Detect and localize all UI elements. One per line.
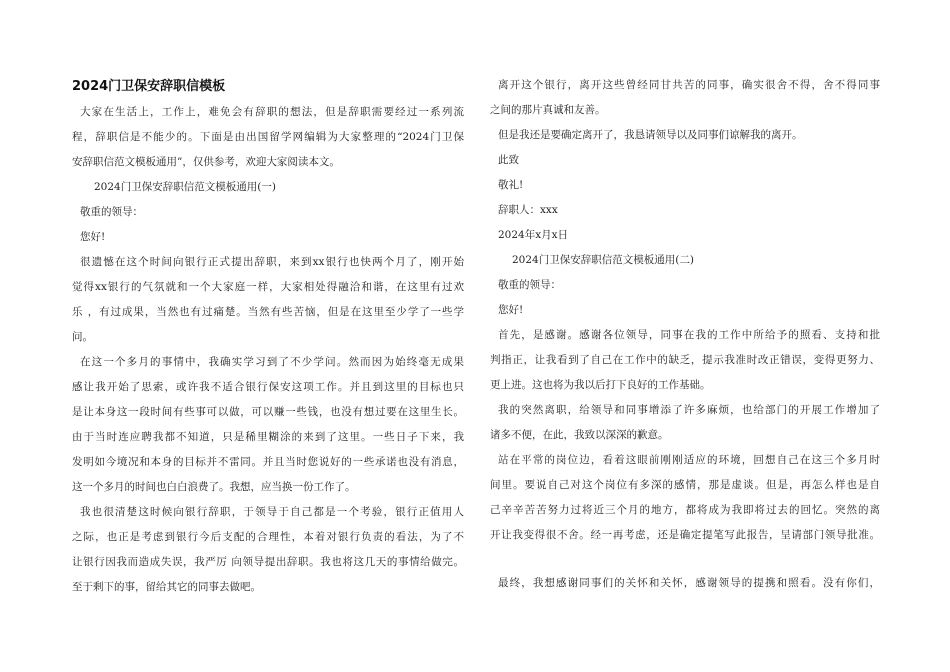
text-line: 觉得xx银行的气氛就和一个大家庭一样，大家相处得融洽和谐，在这里有过欢 [72, 281, 464, 293]
text-line: 敬礼! [498, 179, 524, 191]
text-line: 大家在生活上，工作上，难免会有辞职的想法，但是辞职需要经过一系列流 [80, 106, 464, 118]
text-line: 最终，我想感谢同事们的关怀和关怀，感谢领导的提携和照看。没有你们， [498, 577, 880, 589]
document-title: 2024门卫保安辞职信模板 [72, 79, 226, 94]
text-line: 这一个多月的时间也白白浪费了。我想，应当换一份工作了。 [72, 481, 356, 493]
text-line: 问。 [72, 331, 93, 343]
text-line: 判指正，让我看到了自己在工作中的缺乏，提示我准时改正错误，变得更努力、 [490, 354, 880, 366]
text-line: 诸多不便，在此，我致以深深的歉意。 [490, 429, 669, 441]
text-line: 更上进。这也将为我以后打下良好的工作基础。 [490, 379, 711, 391]
text-line: 敬重的领导： [80, 206, 143, 218]
text-line: 站在平常的岗位边，看着这眼前刚刚适应的环境，回想自己在这三个多月时 [498, 454, 880, 466]
text-line: 2024门卫保安辞职信范文模板通用(一) [94, 181, 276, 193]
text-line: 己辛辛苦苦努力过将近三个月的地方，都将成为我即将过去的回忆。突然的离 [490, 504, 880, 516]
text-line: 安辞职信范文模板通用”，仅供参考，欢迎大家阅读本文。 [72, 156, 340, 168]
text-line: 之际，也正是考虑到银行今后支配的合理性，本着对银行负责的看法，为了不 [72, 531, 464, 543]
text-line: 2024门卫保安辞职信范文模板通用(二) [512, 254, 694, 266]
text-line: 2024年x月x日 [498, 229, 569, 241]
text-line: 之间的那片真诚和友善。 [490, 104, 606, 116]
text-line: 开让我变得很不舍。经一再考虑，还是确定提笔写此报告，呈请部门领导批准。 [490, 529, 880, 541]
text-line: 程，辞职信是不能少的。下面是由出国留学网编辑为大家整理的“2024门卫保 [72, 131, 464, 143]
text-line: 间里。要说自己对这个岗位有多深的感情，那是虚谈。但是，再怎么样也是自 [490, 479, 880, 491]
text-line: 您好! [80, 231, 106, 243]
text-line: 感让我开始了思索，或许我不适合银行保安这项工作。并且到这里的目标也只 [72, 381, 464, 393]
text-line: 离开这个银行，离开这些曾经同甘共苦的同事，确实很舍不得，舍不得同事 [498, 79, 880, 91]
text-line: 您好! [498, 304, 524, 316]
text-line: 至于剩下的事，留给其它的同事去做吧。 [72, 581, 261, 593]
text-line: 由于当时连应聘我都不知道，只是稀里糊涂的来到了这里。一些日子下来，我 [72, 431, 464, 443]
text-line: 但是我还是要确定离开了，我恳请领导以及同事们谅解我的离开。 [498, 129, 803, 141]
text-line: 辞职人：xxx [498, 204, 558, 216]
text-line: 让银行因我而造成失误，我严厉 向领导提出辞职。我也将这几天的事情给做完。 [72, 556, 464, 568]
text-line: 首先，是感谢。感谢各位领导，同事在我的工作中所给予的照看、支持和批 [498, 329, 880, 341]
text-line: 是让本身这一段时间有些事可以做，可以赚一些钱，也没有想过要在这里生长。 [72, 406, 464, 418]
text-line: 发明如今境况和本身的目标并不雷同。并且当时您说好的一些承诺也没有消息， [72, 456, 464, 468]
text-line: 敬重的领导： [498, 279, 561, 291]
text-line: 在这一个多月的事情中，我确实学习到了不少学问。然而因为始终毫无成果 [80, 356, 464, 368]
text-line: 我的突然离职，给领导和同事增添了许多麻烦，也给部门的开展工作增加了 [498, 404, 880, 416]
text-line: 此致 [498, 154, 519, 166]
text-line: 很遗憾在这个时间向银行正式提出辞职，来到xx银行也快两个月了，刚开始 [80, 256, 464, 268]
text-line: 我也很清楚这时候向银行辞职，于领导于自己都是一个考验，银行正值用人 [80, 506, 464, 518]
text-line: 乐 ，有过成果，当然也有过痛楚。当然有些苦恼，但是在这里至少学了一些学 [72, 306, 464, 318]
